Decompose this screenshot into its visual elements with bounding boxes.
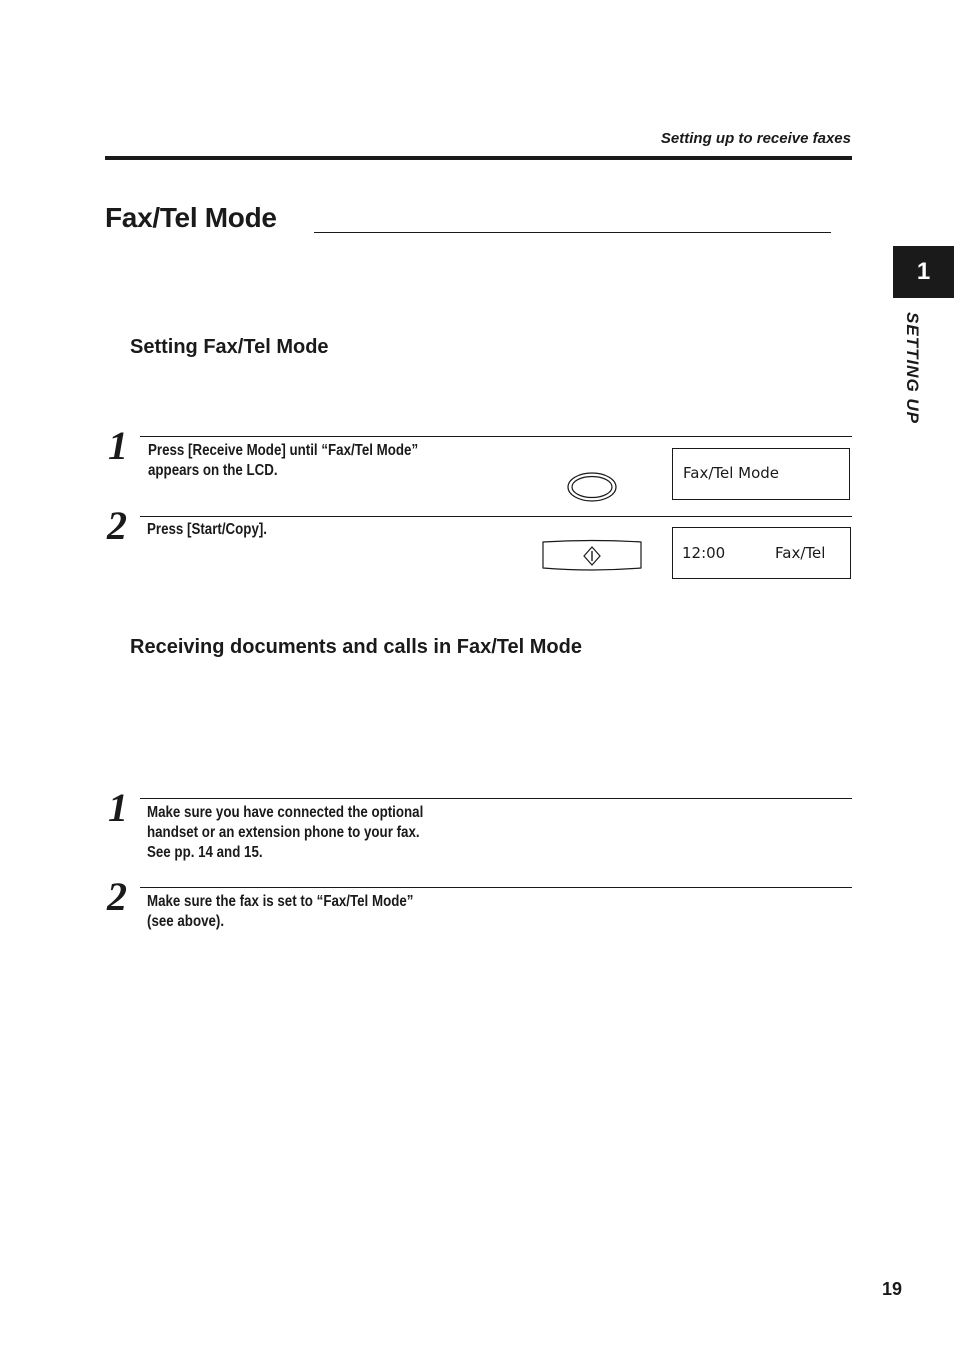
receive-mode-key-icon [566,471,618,503]
lcd-display [672,527,851,579]
lcd-display [672,448,850,500]
lcd-text: Fax/Tel Mode [683,464,780,482]
start-copy-key-icon [541,539,643,573]
step-instruction: Make sure you have connected the optional handset or an extension phone to your fax. See pp. 14 and 15. [147,804,424,861]
step-rule [140,436,852,437]
page-title: Fax/Tel Mode [105,202,277,233]
chapter-tab: 1 [893,246,954,298]
step-number: 2 [107,503,127,548]
step-rule [140,887,852,888]
step-number: 2 [107,874,127,919]
header-rule [105,156,852,160]
chapter-side-label: SETTING UP [903,312,922,425]
step-number: 1 [108,423,128,468]
step-rule [140,798,852,799]
lcd-time: 12:00 [682,544,726,562]
step-rule [140,516,852,517]
step-instruction: Press [Receive Mode] until “Fax/Tel Mode” appears on the LCD. [148,442,419,479]
running-header: Setting up to receive faxes [660,130,851,147]
section-heading-setting: Setting Fax/Tel Mode [130,336,329,358]
title-rule [314,232,831,233]
step-instruction: Press [Start/Copy]. [147,521,268,538]
lcd-mode: Fax/Tel [775,544,826,562]
page-number: 19 [881,1279,902,1299]
section-heading-receiving: Receiving documents and calls in Fax/Tel Mode [130,636,582,658]
step-number: 1 [108,785,128,830]
step-instruction: Make sure the fax is set to “Fax/Tel Mode” (see above). [147,893,414,930]
